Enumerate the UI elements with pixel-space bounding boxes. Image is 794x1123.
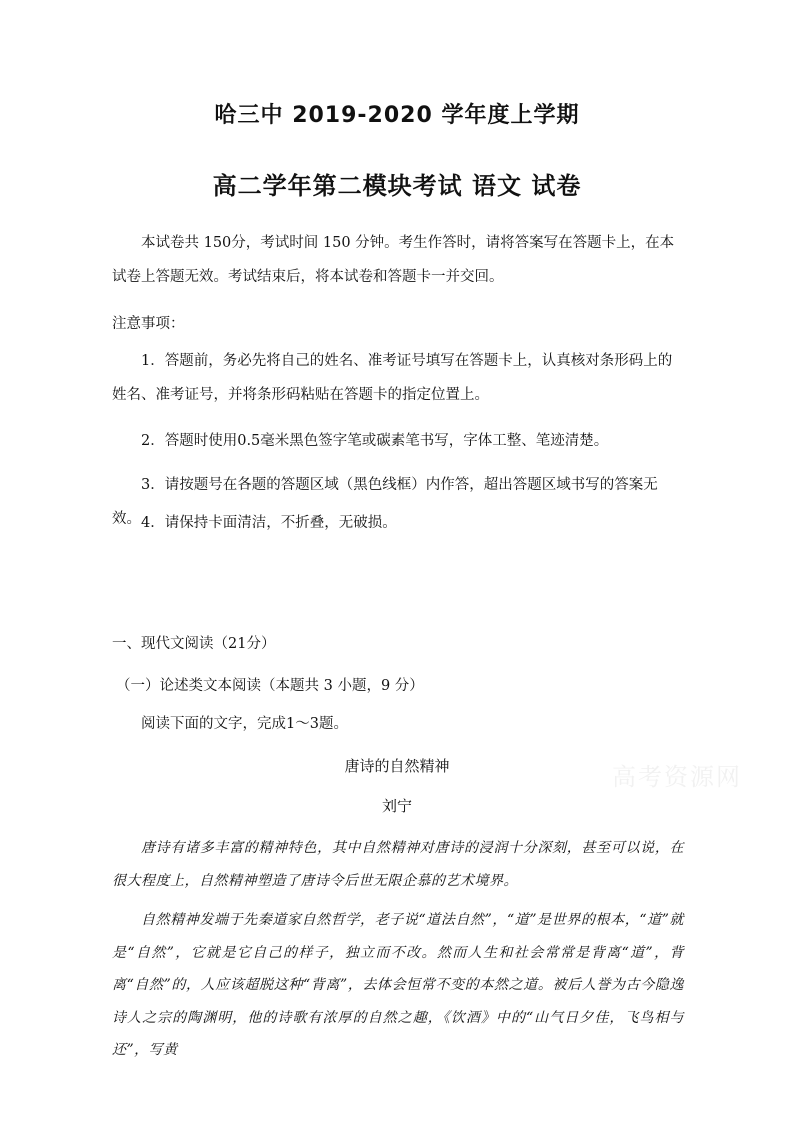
intro-paragraph: 本试卷共 150分，考试时间 150 分钟。考生作答时，请将答案写在答题卡上，在本试卷上答题无效。考试结束后，将本试卷和答题卡一并交回。 (112, 235, 675, 285)
notes-heading: 注意事项： (112, 316, 185, 332)
reading-instruction: 阅读下面的文字，完成1～3题。 (141, 716, 348, 732)
section-subheading: （一）论述类文本阅读（本题共 3 小题，9 分） (116, 678, 424, 694)
watermark: 高考资源网 (612, 763, 742, 791)
note-item-4: 4．请保持卡面清洁，不折叠，无破损。 (141, 515, 397, 531)
article-title: 唐诗的自然精神 (344, 757, 450, 775)
note-item-2: 2．答题时使用0.5毫米黑色签字笔或碳素笔书写，字体工整、笔迹清楚。 (141, 433, 609, 449)
exam-title-line1: 哈三中 2019-2020 学年度上学期 (214, 103, 580, 128)
note-item-3: 3．请按题号在各题的答题区域（黑色线框）内作答，超出答题区域书写的答案无效。 (112, 477, 658, 527)
article-author: 刘宁 (381, 797, 412, 815)
note-item-1: 1．答题前，务必先将自己的姓名、准考证号填写在答题卡上，认真核对条形码上的姓名、准考证号，并将条形码粘贴在答题卡的指定位置上。 (112, 353, 673, 403)
exam-title-line2: 高二学年第二模块考试 语文 试卷 (212, 172, 582, 200)
article-paragraph-2: 自然精神发端于先秦道家自然哲学，老子说“道法自然”，“道”是世界的根本，“道”就是“自然”，它就是它自己的样子，独立而不改。然而人生和社会常常是背离“道”，背离“自然”的，人应该超脱这种“背离”，去体会恒常不变的本然之道。被后人誉为古今隐逸诗人之宗的陶渊明，他的诗歌有浓厚的自然之趣，《饮酒》中的“山气日夕佳，飞鸟相与还”，写黄 (112, 912, 684, 1058)
section-heading: 一、现代文阅读（21分） (112, 636, 276, 652)
article-paragraph-1: 唐诗有诸多丰富的精神特色，其中自然精神对唐诗的浸润十分深刻，甚至可以说，在很大程度上，自然精神塑造了唐诗令后世无限企慕的艺术境界。 (112, 840, 684, 889)
